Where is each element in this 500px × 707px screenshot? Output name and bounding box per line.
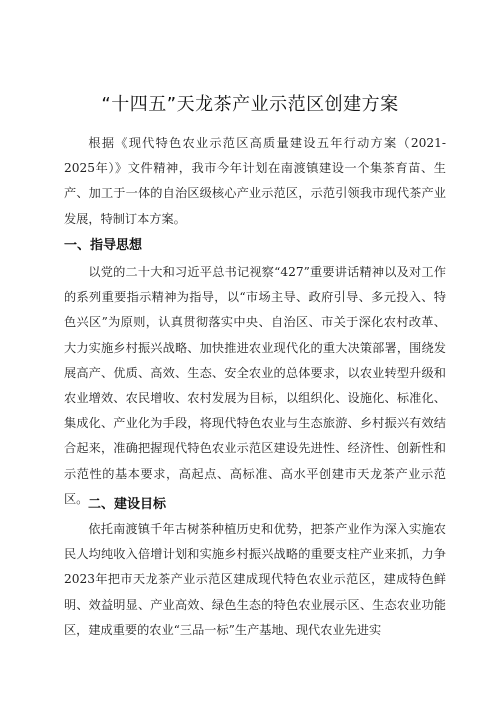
section-body-guiding-ideology: 以党的二十大和习近平总书记视察“427”重要讲话精神以及对工作的系列重要指示精神为指导，以“市场主导、政府引导、多元投入、特色兴区”为原则，认真贯彻落实中央、自治区、市关于深化农村改革、大力实施乡村振兴战略、加快推进农业现代化的重大决策部署，围绕发展高产、优质、高效、生态、安全农业的总体要求，以农业转型升级和农业增效、农民增收、农村发展为目标，以组织化、设施化、标准化、集成化、产业化为手段，将现代特色农业与生态旅游、乡村振兴有效结合起来，准确把握现代特色农业示范区建设先进性、经济性、创新性和示范性的基本要求，高起点、高标准、高水平创建市天龙茶产业示范区。 bbox=[64, 265, 446, 506]
document-title: “十四五”天龙茶产业示范区创建方案 bbox=[101, 94, 399, 115]
section-heading-construction-goals: 二、建设目标 bbox=[88, 497, 167, 512]
intro-paragraph: 根据《现代特色农业示范区高质量建设五年行动方案（2021-2025年）》文件精神，我市今年计划在南渡镇建设一个集茶育苗、生产、加工于一体的自治区级核心产业示范区，示范引领我市现代茶产业发展，特制订本方案。 bbox=[64, 136, 446, 226]
section-heading-guiding-ideology: 一、指导思想 bbox=[64, 238, 143, 253]
section-body-construction-goals: 依托南渡镇千年古树茶种植历史和优势，把茶产业作为深入实施农民人均纯收入倍增计划和实施乡村振兴战略的重要支柱产业来抓，力争2023年把市天龙茶产业示范区建成现代特色农业示范区，建成特色鲜明、效益明显、产业高效、绿色生态的特色农业展示区、生态农业功能区，建成重要的农业“三品一标”生产基地、现代农业先进实 bbox=[64, 522, 446, 637]
